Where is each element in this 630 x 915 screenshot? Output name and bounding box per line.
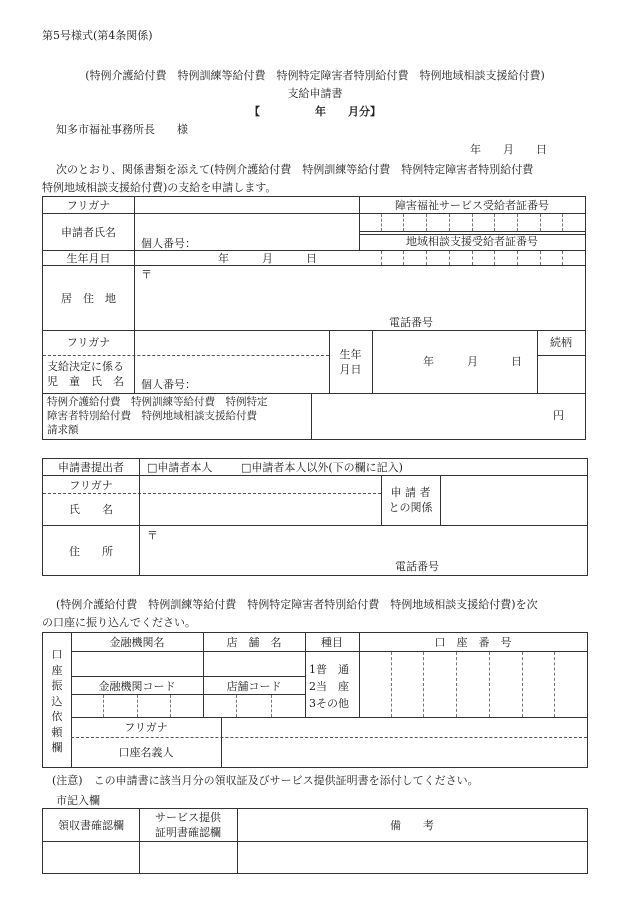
claim-label-2: 障害者特別給付費 特例地域相談支援給付費 — [47, 410, 257, 422]
bank-side-label: 口 座 振 込 依 頼 欄 — [51, 648, 63, 754]
submitter-relation-label-2: との関係 — [388, 501, 433, 514]
intro-line-1: 次のとおり、関係書類を添えて(特例介護給付費 特例訓練等給付費 特例特定障害者特別給付費 — [56, 163, 534, 176]
claim-yen: 円 — [553, 409, 564, 422]
form-number: 第5号様式(第4条関係) — [42, 29, 153, 42]
branch-code-label: 店舗コード — [226, 680, 282, 693]
cert2-label: 地域相談支援受給者証番号 — [406, 235, 538, 248]
child-my-number[interactable]: 個人番号： — [141, 378, 196, 391]
applicant-name-label: 申請者氏名 — [61, 226, 116, 239]
receipt-check-label: 領収書確認欄 — [58, 819, 124, 832]
child-furigana-label: フリガナ — [66, 336, 111, 349]
bank-section — [42, 632, 588, 768]
cert2-digit-boxes[interactable] — [359, 251, 585, 265]
submitter-address-label: 住 所 — [69, 545, 113, 558]
cert1-label: 障害福祉サービス受給者証番号 — [395, 199, 549, 212]
relation-label: 続柄 — [550, 336, 572, 349]
bank-intro-line-2: の口座に振り込んでください。 — [42, 616, 196, 629]
submitter-option-other[interactable]: □申請者本人以外(下の欄に記入) — [241, 461, 403, 474]
applicant-section — [42, 196, 586, 440]
institution-code-label: 金融機関コード — [98, 680, 176, 693]
remarks-label: 備 考 — [390, 819, 434, 832]
bank-intro-line-1: (特例介護給付費 特例訓練等給付費 特例特定障害者特別給付費 特例地域相談支援給付費)を次 — [56, 598, 538, 611]
service-check-label-2: 証明書確認欄 — [155, 826, 221, 839]
address-label: 居 住 地 — [61, 292, 116, 305]
form-subtitle: (特例介護給付費 特例訓練等給付費 特例特定障害者特別給付費 特例地域相談支援給付費) — [85, 69, 545, 82]
applicant-my-number[interactable]: 個人番号： — [141, 237, 196, 250]
holder-label: 口座名義人 — [118, 746, 174, 759]
submitter-section — [42, 458, 588, 576]
application-date[interactable]: 年 月 日 — [470, 143, 547, 156]
institution-label: 金融機関名 — [109, 636, 165, 649]
cert1-digit-boxes[interactable] — [359, 214, 585, 231]
child-birth-value[interactable]: 年 月 日 — [423, 355, 522, 368]
account-number-boxes[interactable] — [359, 652, 587, 717]
attachment-note: (注意) この申請書に該当月分の領収証及びサービス提供証明書を添付してください。 — [52, 774, 479, 787]
account-type-option-2[interactable]: 2当 座 — [309, 680, 349, 693]
child-label-1: 支給決定に係る — [47, 360, 124, 373]
branch-code-boxes[interactable] — [203, 695, 305, 717]
account-number-label: 口 座 番 号 — [434, 636, 512, 649]
address-phone-label: 電話番号 — [389, 316, 433, 329]
intro-line-2: 特例地域相談支援給付費)の支給を申請します。 — [42, 181, 277, 194]
submitter-phone-label: 電話番号 — [395, 560, 439, 573]
submitter-postal-mark: 〒 — [147, 529, 158, 542]
office-section-label: 市記入欄 — [56, 794, 100, 807]
child-birth-label-2: 月日 — [339, 363, 362, 376]
submitter-name-label: 氏 名 — [69, 503, 113, 516]
institution-code-boxes[interactable] — [71, 695, 203, 717]
birth-date-value[interactable]: 年 月 日 — [218, 252, 317, 265]
birth-date-label: 生年月日 — [66, 252, 111, 265]
applicant-furigana-label: フリガナ — [66, 199, 111, 212]
submitter-furigana-label: フリガナ — [69, 479, 113, 492]
form-period: 【 年 月分】 — [249, 105, 381, 118]
submitter-label: 申請書提出者 — [58, 461, 124, 474]
child-label-2: 児 童 氏 名 — [47, 375, 124, 388]
submitter-option-self[interactable]: □申請者本人 — [147, 461, 213, 474]
receipt-check-box[interactable] — [43, 842, 139, 873]
service-check-label-1: サービス提供 — [155, 811, 221, 824]
service-check-box[interactable] — [140, 842, 237, 873]
claim-label-3: 請求額 — [47, 424, 79, 436]
addressee: 知多市福祉事務所長 様 — [56, 123, 188, 136]
submitter-relation-label-1: 申 請 者 — [390, 486, 431, 499]
form-title: 支給申請書 — [287, 87, 343, 100]
child-birth-label-1: 生年 — [339, 348, 362, 361]
holder-furigana-label: フリガナ — [124, 721, 168, 734]
branch-label: 店 舗 名 — [226, 636, 282, 649]
claim-label-1: 特例介護給付費 特例訓練等給付費 特例特定 — [47, 396, 268, 408]
account-type-option-3[interactable]: 3その他 — [309, 697, 349, 710]
address-postal-mark: 〒 — [141, 268, 152, 281]
account-type-option-1[interactable]: 1普 通 — [309, 663, 349, 676]
office-section — [42, 808, 588, 874]
account-type-label: 種目 — [321, 636, 343, 649]
remarks-box[interactable] — [238, 842, 587, 873]
